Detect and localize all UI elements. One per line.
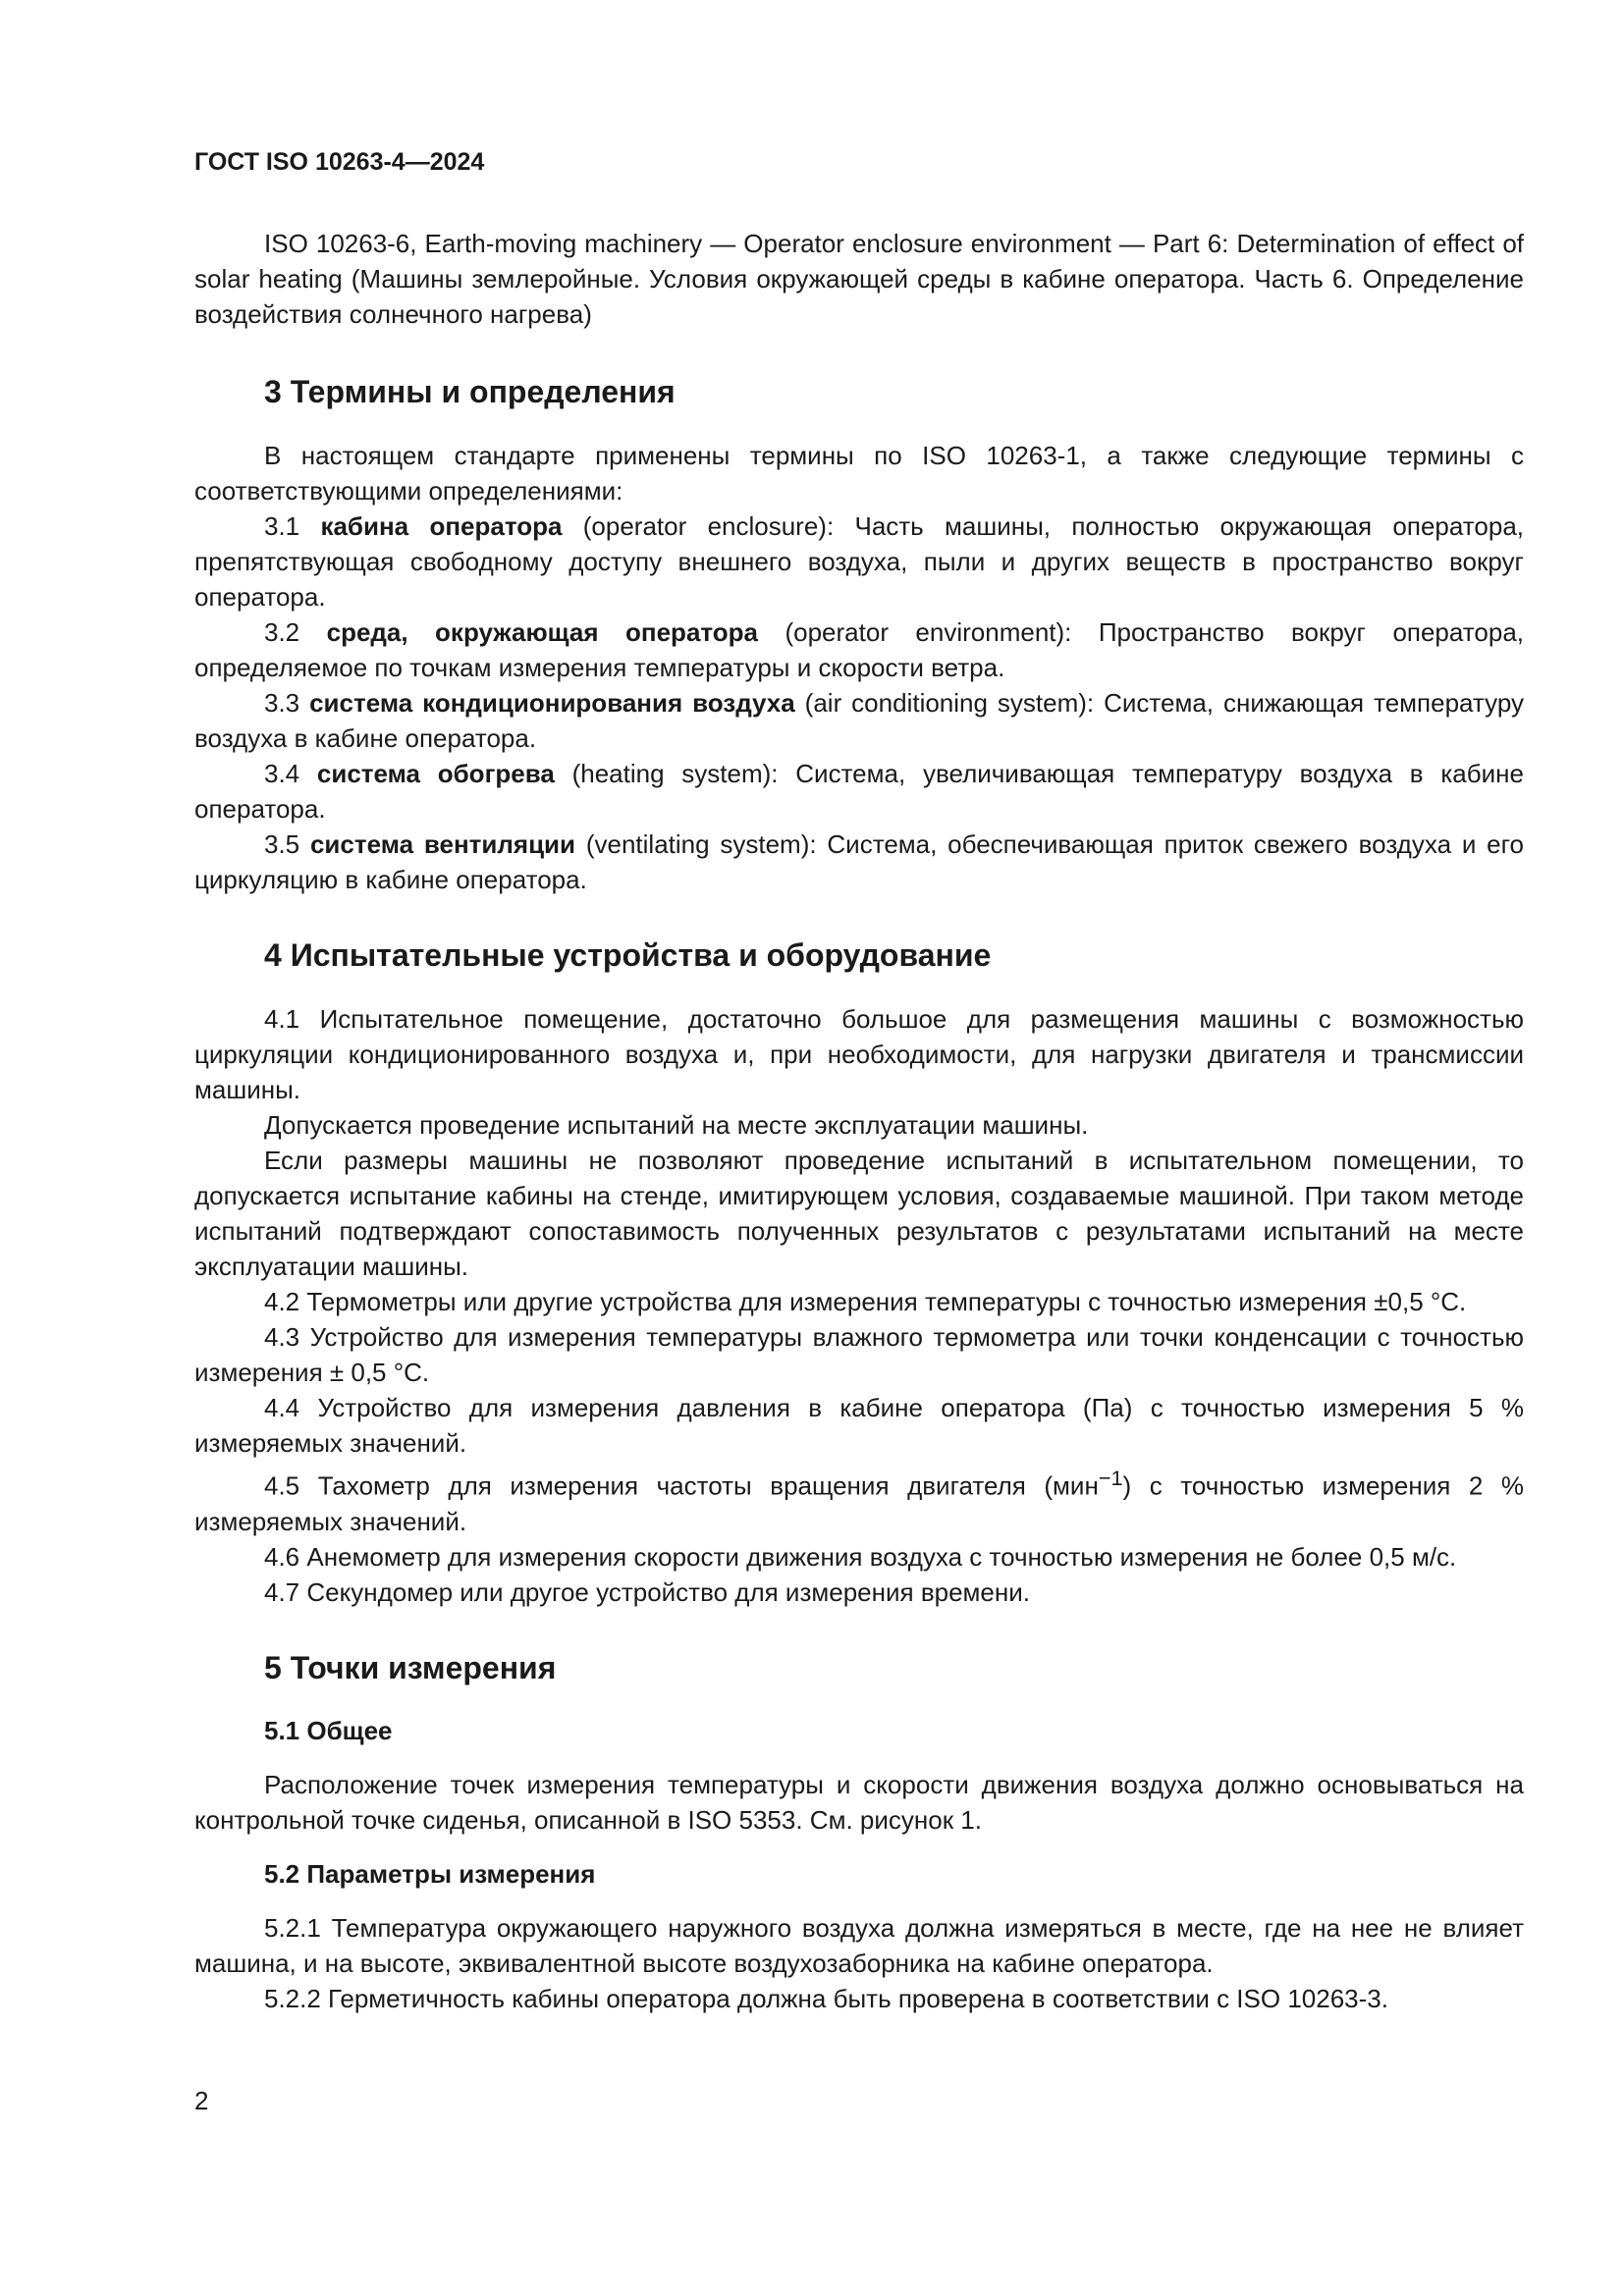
term-3-4: 3.4 система обогрева (heating system): Система, увеличивающая температуру воздуха в кабине оператора.: [194, 759, 1524, 824]
clause-4-1-alt: Если размеры машины не позволяют проведение испытаний в испытательном помещении, то допускается испытание кабины на стенде, имитирующем условия, создаваемые машиной. При таком методе испытаний подтверждают сопоставимость полученных результатов с результатами испытаний на месте эксплуатации машины.: [194, 1146, 1524, 1281]
term-3-3: 3.3 система кондиционирования воздуха (air conditioning system): Система, снижающая температуру воздуха в кабине оператора.: [194, 688, 1524, 753]
section-5-heading: 5 Точки измерения: [264, 1649, 557, 1685]
term-3-5: 3.5 система вентиляции (ventilating system): Система, обеспечивающая приток свежего воздуха и его циркуляцию в кабине оператора.: [194, 829, 1524, 894]
running-header: ГОСТ ISO 10263-4—2024: [194, 148, 485, 176]
clause-5-2-1: 5.2.1 Температура окружающего наружного воздуха должна измеряться в месте, где на нее не влияет машина, и на высоте, эквивалентной высоте воздухозаборника на кабине оператора.: [194, 1912, 1524, 1978]
document-page: [194, 147, 1524, 2016]
reference-entry: ISO 10263-6, Earth-moving machinery — Operator enclosure environment — Part 6: Determination of effect of solar heating (Машины землеройные. Условия окружающей среды в кабине оператора. Часть 6. Определение воздействия солнечного нагрева): [194, 229, 1524, 329]
subsection-5-2-heading: 5.2 Параметры измерения: [264, 1858, 596, 1889]
section-4-heading: 4 Испытательные устройства и оборудование: [264, 937, 992, 973]
subsection-5-1-heading: 5.1 Общее: [264, 1715, 393, 1745]
clause-4-7: 4.7 Секундомер или другое устройство для измерения времени.: [264, 1576, 1030, 1607]
clause-4-3: 4.3 Устройство для измерения температуры влажного термометра или точки конденсации с точностью измерения ± 0,5 °С.: [194, 1322, 1524, 1387]
clause-4-2: 4.2 Термометры или другие устройства для измерения температуры с точностью измерения ±0,5 °С.: [264, 1287, 1467, 1316]
page-number: 2: [194, 2086, 209, 2115]
subsection-5-1-text: Расположение точек измерения температуры и скорости движения воздуха должно основываться на контрольной точке сиденья, описанной в ISO 5353. См. рисунок 1.: [194, 1769, 1524, 1835]
term-3-2: 3.2 среда, окружающая оператора (operator environment): Пространство вокруг оператора, определяемое по точкам измерения температуры и скорости ветра.: [194, 617, 1525, 682]
clause-4-1-note: Допускается проведение испытаний на месте эксплуатации машины.: [264, 1110, 1089, 1140]
term-3-1: 3.1 кабина оператора (operator enclosure): Часть машины, полностью окружающая оператора, препятствующая свободному доступу внешнего воздуха, пыли и других веществ в пространство вокруг оператора.: [194, 511, 1525, 612]
clause-4-5: 4.5 Тахометр для измерения частоты вращения двигателя (мин$^{-1}$) с точностью измерения 2 % измеряемых значений.: [194, 1466, 1524, 1536]
section-3-lead: В настоящем стандарте применены термины по ISO 10263-1, а также следующие термины с соответствующими определениями:: [194, 441, 1524, 506]
clause-4-4: 4.4 Устройство для измерения давления в кабине оператора (Па) с точностью измерения 5 % измеряемых значений.: [194, 1393, 1524, 1458]
clause-4-6: 4.6 Анемометр для измерения скорости движения воздуха с точностью измерения не более 0,5 м/с.: [264, 1541, 1457, 1572]
section-3-heading: 3 Термины и определения: [264, 374, 676, 409]
clause-4-1: 4.1 Испытательное помещение, достаточно большое для размещения машины с возможностью циркуляции кондиционированного воздуха и, при необходимости, для нагрузки двигателя и трансмиссии машины.: [194, 1004, 1524, 1104]
clause-5-2-2: 5.2.2 Герметичность кабины оператора должна быть проверена в соответствии с ISO 10263-3.: [264, 1983, 1388, 2013]
